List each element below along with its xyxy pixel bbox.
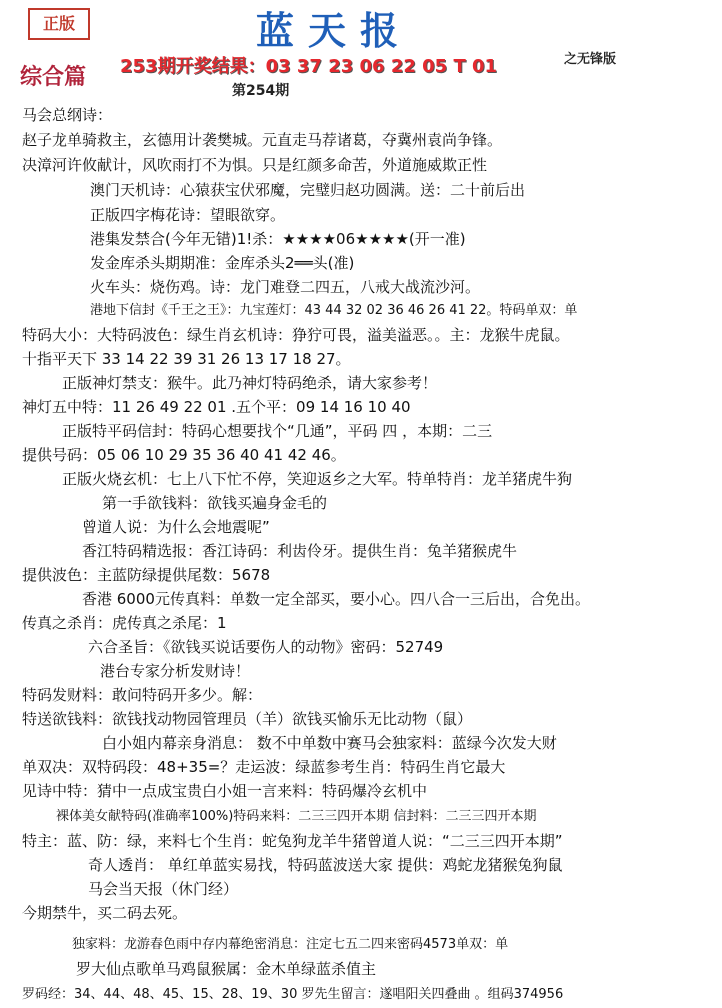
text-line: 正版四字梅花诗：望眼欲穿。 (90, 206, 286, 224)
text-line: 传真之杀肖：虎传真之杀尾：1 (22, 614, 227, 632)
text-line: 香江特码精选报：香江诗码：利齿伶牙。提供生肖：兔羊猪猴虎牛 (82, 542, 518, 560)
text-line: 正版特平码信封：特码心想要找个“几通”，平码 四 ，本期：二三 (62, 422, 493, 440)
text-line: 白小姐内幕亲身消息： 数不中单数中赛马会独家料：蓝绿今次发大财 (102, 734, 557, 752)
text-line: 神灯五中特：11 26 49 22 01 .五个平：09 14 16 10 40 (22, 398, 411, 416)
text-line: 提供号码：05 06 10 29 35 36 40 41 42 46。 (22, 446, 346, 464)
text-line: 十指平天下 33 14 22 39 31 26 13 17 18 27。 (22, 350, 351, 368)
text-line: 赵子龙单骑救主，玄德用计袭樊城。元直走马荐诸葛，夺冀州袁尚争锋。 (22, 131, 503, 149)
text-line: 马会总纲诗： (22, 106, 113, 124)
text-line: 发金库杀头期期准：金库杀头2══头(准) (90, 254, 355, 272)
text-line: 港台专家分析发财诗！ (100, 662, 251, 680)
text-line: 今期禁牛，买二码去死。 (22, 904, 188, 922)
text-line: 澳门天机诗：心猿获宝伏邪魔，完璧归赵功圆满。送：二十前后出 (90, 181, 526, 199)
masthead-title: 蓝天报 (256, 9, 413, 53)
text-line: 港地下信封《千王之王》：九宝莲灯：43 44 32 02 36 46 26 41 22。特码单双：单 (90, 303, 578, 318)
text-line: 香港 6000元传真料：单数一定全部买，要小心。四八合一三后出，合免出。 (82, 590, 590, 608)
text-line: 特主：蓝、防：绿，来料七个生肖：蛇兔狗龙羊牛猪曾道人说：“二三三四开本期” (22, 832, 563, 850)
text-line: 特码大小：大特码波色：绿生肖玄机诗：狰狞可畏，溢美溢恶。。主：龙猴牛虎鼠。 (22, 326, 570, 344)
draw-result: 253期开奖结果：03 37 23 06 22 05 T 01 (120, 56, 498, 77)
text-line: 罗大仙点歌单马鸡鼠猴属：金木单绿蓝杀值主 (76, 960, 377, 978)
edition-badge: 正版 (28, 8, 90, 40)
text-line: 火车头：烧伤鸡。诗：龙门难登二四五，八戒大战流沙河。 (90, 278, 481, 296)
text-line: 正版火烧玄机：七上八下忙不停，笑迎返乡之大军。特单特肖：龙羊猪虎牛狗 (62, 470, 573, 488)
text-line: 特送欲钱料：欲钱找动物园管理员（羊）欲钱买愉乐无比动物（鼠） (22, 710, 473, 728)
text-line: 特码发财料：敢问特码开多少。解： (22, 686, 263, 704)
text-line: 六合圣旨：《欲钱买说话要伤人的动物》密码：52749 (88, 638, 444, 656)
edition-label: 之无锋版 (564, 52, 617, 67)
text-line: 罗码经：34、44、48、45、15、28、19、30 罗先生留言：遂唱阳关四叠曲 。组码374956 (22, 987, 564, 1002)
text-line: 独家料：龙游春色雨中存内幕绝密消息：注定七五二四来密码4573单双：单 (72, 937, 509, 952)
text-line: 单双决：双特码段：48+35=？走运波：绿蓝参考生肖：特码生肖它最大 (22, 758, 506, 776)
text-line: 决漳河许攸献计，风吹雨打不为惧。只是红颜多命苦，外道施威欺正性 (22, 156, 488, 174)
text-line: 奇人透肖： 单红单蓝实易找，特码蓝波送大家 提供：鸡蛇龙猪猴兔狗鼠 (88, 856, 563, 874)
text-line: 马会当天报（休门经） (88, 880, 239, 898)
section-title: 综合篇 (20, 65, 87, 90)
text-line: 提供波色：主蓝防绿提供尾数：5678 (22, 566, 271, 584)
text-line: 第一手欲钱料：欲钱买遍身金毛的 (102, 494, 328, 512)
text-line: 裸体美女献特码(准确率100%)特码来料：二三三四开本期 信封料：二三三四开本期 (56, 809, 537, 824)
text-line: 正版神灯禁支：猴牛。此乃神灯特码绝杀，请大家参考！ (62, 374, 438, 392)
text-line: 曾道人说：为什么会地震呢” (82, 518, 270, 536)
text-line: 港集发禁合(今年无错)1!杀：★★★★06★★★★(开一准) (90, 230, 466, 248)
text-line: 见诗中特：猜中一点成宝贵白小姐一言来料：特码爆冷玄机中 (22, 782, 428, 800)
issue-number: 第254期 (232, 83, 290, 99)
